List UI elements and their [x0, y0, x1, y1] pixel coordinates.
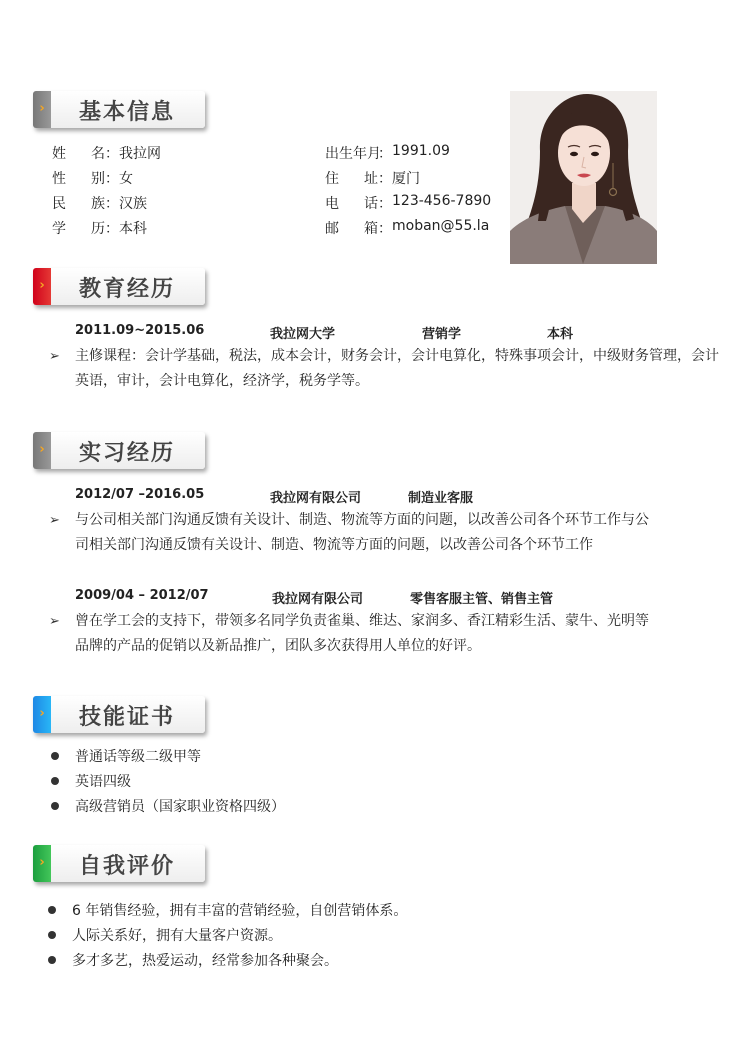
section-title-education: 教育经历	[79, 277, 176, 302]
info-label-char: 民	[52, 196, 66, 212]
info-colon: ：	[105, 146, 119, 162]
info-colon: ：	[378, 171, 392, 187]
chevron-right-icon: ›	[39, 706, 45, 721]
info-value-name: 我拉网	[119, 146, 161, 162]
section-title-self: 自我评价	[79, 854, 176, 879]
edu-courses-line: 英语，审计，会计电算化，经济学，税务学等。	[75, 373, 369, 389]
bullet-dot-icon	[51, 752, 59, 760]
skill-item: 高级营销员（国家职业资格四级）	[75, 799, 285, 815]
job-description	[75, 508, 705, 558]
info-label-char: 箱	[364, 221, 378, 237]
arrow-bullet-icon: ➢	[49, 513, 60, 528]
info-phone	[325, 193, 505, 213]
info-colon: ：	[378, 146, 392, 162]
section-tab	[33, 845, 51, 882]
info-education	[52, 218, 252, 238]
section-tab	[33, 432, 51, 469]
section-header-self	[33, 845, 205, 882]
info-label-char: 话	[364, 196, 378, 212]
chevron-right-icon: ›	[39, 442, 45, 457]
info-address	[325, 168, 505, 188]
skill-item: 英语四级	[75, 774, 131, 790]
section-header-internship	[33, 432, 205, 469]
info-value-gender: 女	[119, 171, 133, 187]
job-company: 我拉网有限公司	[270, 491, 362, 506]
chevron-right-icon: ›	[39, 101, 45, 116]
info-label-char: 邮	[325, 221, 339, 237]
info-colon: ：	[378, 221, 392, 237]
info-label-char: 性	[52, 171, 66, 187]
info-gender	[52, 168, 252, 188]
bullet-dot-icon	[51, 802, 59, 810]
section-tab	[33, 91, 51, 128]
section-title-basic: 基本信息	[79, 100, 176, 125]
info-value-ethnicity: 汉族	[119, 196, 147, 212]
info-label-birth: 出生年月	[325, 146, 381, 162]
edu-major: 营销学	[422, 327, 462, 342]
bullet-dot-icon	[48, 931, 56, 939]
job-description	[75, 609, 705, 659]
section-tab	[33, 268, 51, 305]
job-company: 我拉网有限公司	[272, 592, 364, 607]
section-header-education	[33, 268, 205, 305]
edu-school: 我拉网大学	[270, 327, 336, 342]
info-label-char: 住	[325, 171, 339, 187]
info-email	[325, 218, 505, 238]
info-label-char: 学	[52, 221, 66, 237]
job-description-line: 曾在学工会的支持下，带领多名同学负责雀巢、维达、家润多、香江精彩生活、蒙牛、光明等	[75, 613, 649, 629]
job-description-line: 与公司相关部门沟通反馈有关设计、制造、物流等方面的问题，以改善公司各个环节工作与公	[75, 512, 649, 528]
info-label-char: 别	[91, 171, 105, 187]
arrow-bullet-icon: ➢	[49, 349, 60, 364]
info-label-char: 电	[325, 196, 339, 212]
self-evaluation-item: 6 年销售经验，拥有丰富的营销经验，自创营销体系。	[72, 903, 408, 919]
info-colon: ：	[105, 196, 119, 212]
info-colon: ：	[105, 221, 119, 237]
info-name	[52, 143, 252, 163]
info-ethnicity	[52, 193, 252, 213]
job-role: 制造业客服	[408, 491, 474, 506]
chevron-right-icon: ›	[39, 855, 45, 870]
job-role: 零售客服主管、销售主管	[410, 592, 554, 607]
section-title-internship: 实习经历	[79, 441, 176, 466]
self-evaluation-item: 多才多艺，热爱运动，经常参加各种聚会。	[72, 953, 338, 969]
edu-courses	[75, 344, 719, 394]
chevron-right-icon: ›	[39, 278, 45, 293]
job-description-line: 司相关部门沟通反馈有关设计、制造、物流等方面的问题，以改善公司各个环节工作	[75, 537, 593, 553]
edu-degree: 本科	[547, 327, 574, 342]
arrow-bullet-icon: ➢	[49, 614, 60, 629]
bullet-dot-icon	[51, 777, 59, 785]
section-header-skills	[33, 696, 205, 733]
job-period: 2009/04 – 2012/07	[75, 588, 209, 603]
edu-courses-line: 主修课程：会计学基础，税法，成本会计，财务会计，会计电算化，特殊事项会计，中级财务管理，会计	[75, 348, 719, 364]
portrait-photo	[510, 91, 657, 264]
info-value-address: 厦门	[392, 171, 420, 187]
info-value-education: 本科	[119, 221, 147, 237]
info-label-char: 名	[91, 146, 105, 162]
edu-period: 2011.09~2015.06	[75, 323, 205, 338]
info-value-birth: 1991.09	[392, 143, 450, 159]
section-title-skills: 技能证书	[79, 705, 176, 730]
info-birth	[325, 143, 505, 163]
job-period: 2012/07 –2016.05	[75, 487, 205, 502]
info-value-email: moban@55.la	[392, 218, 490, 234]
info-label-char: 族	[91, 196, 105, 212]
bullet-dot-icon	[48, 956, 56, 964]
info-colon: ：	[105, 171, 119, 187]
section-header-basic	[33, 91, 205, 128]
info-label-char: 址	[364, 171, 378, 187]
job-description-line: 品牌的产品的促销以及新品推广，团队多次获得用人单位的好评。	[75, 638, 481, 654]
info-value-phone: 123-456-7890	[392, 193, 492, 209]
skill-item: 普通话等级二级甲等	[75, 749, 201, 765]
info-colon: ：	[378, 196, 392, 212]
bullet-dot-icon	[48, 906, 56, 914]
info-label-char: 历	[91, 221, 105, 237]
info-label-char: 姓	[52, 146, 66, 162]
section-tab	[33, 696, 51, 733]
self-evaluation-item: 人际关系好，拥有大量客户资源。	[72, 928, 282, 944]
